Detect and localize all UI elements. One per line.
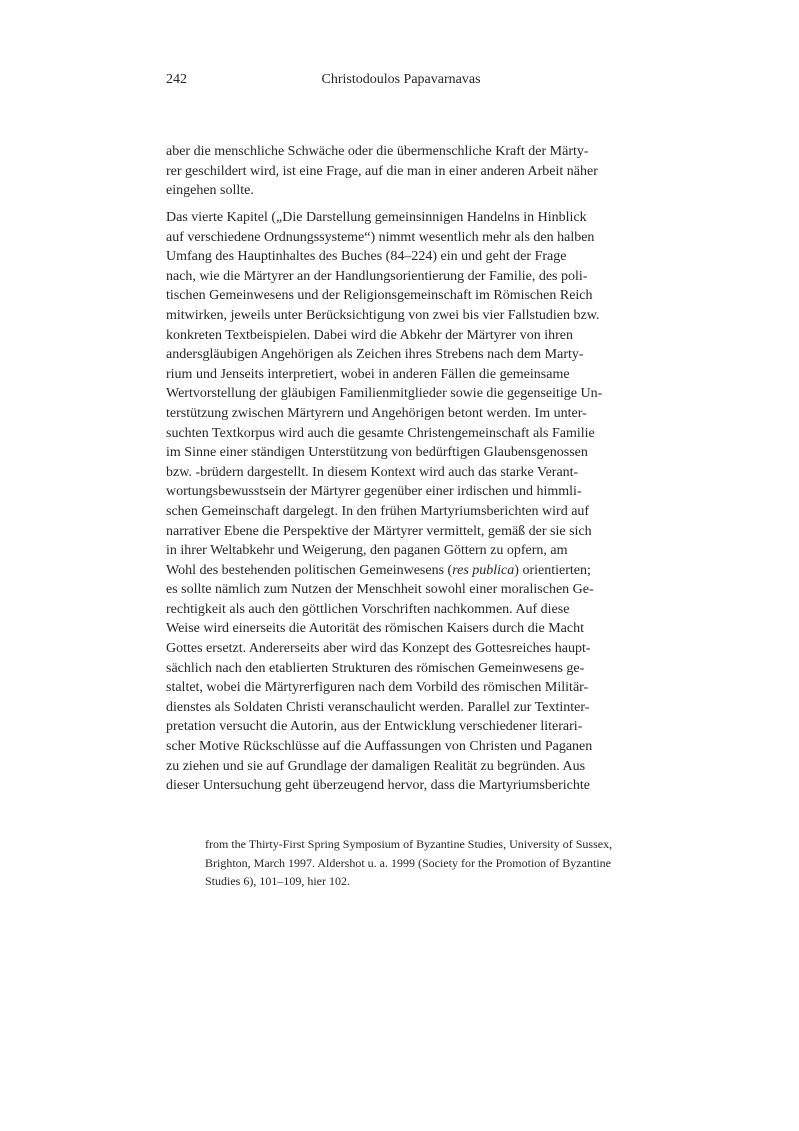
text-line: zu ziehen und sie auf Grundlage der damaligen Realität zu begründen. Aus [166,758,586,774]
text-line: suchten Textkorpus wird auch die gesamte Christengemeinschaft als Familie [166,425,595,441]
page-number: 242 [166,72,187,87]
body-paragraph-1 [166,142,636,201]
text-line: Weise wird einerseits die Autorität des römischen Kaisers durch die Macht [166,621,584,637]
footnote-block [205,835,636,891]
text-line: rer geschildert wird, ist eine Frage, auf die man in einer anderen Arbeit näher [166,163,598,179]
text-line: tischen Gemeinwesens und der Religionsgemeinschaft im Römischen Reich [166,288,593,304]
text-line: narrativer Ebene die Perspektive der Märtyrer vermittelt, gemäß der sie sich [166,523,592,539]
text-line: nach, wie die Märtyrer an der Handlungsorientierung der Familie, des poli- [166,268,588,284]
text-line: eingehen sollte. [166,183,254,199]
text-line: aber die menschliche Schwäche oder die übermenschliche Kraft der Märty- [166,144,589,159]
text-line: Das vierte Kapitel („Die Darstellung gemeinsinnigen Handelns in Hinblick [166,210,587,225]
text-line: Studies 6), 101–109, hier 102. [205,874,350,889]
text-line: Wertvorstellung der gläubigen Familienmitglieder sowie die gegenseitige Un- [166,386,603,402]
page-header [166,70,636,90]
text-line: Gottes ersetzt. Andererseits aber wird das Konzept des Gottesreiches haupt- [166,641,591,657]
text-line: wortungsbewusstsein der Märtyrer gegenüber einer irdischen und himmli- [166,484,582,500]
text-line: konkreten Textbeispielen. Dabei wird die Abkehr der Märtyrer von ihren [166,327,573,343]
text-line: im Sinne einer ständigen Unterstützung von bedürftigen Glaubensgenossen [166,445,588,461]
text-line: Brighton, March 1997. Aldershot u. a. 1999 (Society for the Promotion of Byzantine [205,855,611,870]
text-line: dieser Untersuchung geht überzeugend hervor, dass die Martyriumsberichte [166,778,590,794]
text-line: auf verschiedene Ordnungssysteme“) nimmt wesentlich mehr als den halben [166,229,595,245]
text-line: terstützung zwischen Märtyrern und Angehörigen betont werden. Im unter- [166,405,587,421]
text-line: schen Gemeinschaft dargelegt. In den frühen Martyriumsberichten wird auf [166,503,590,519]
text-line: Umfang des Hauptinhaltes des Buches (84–224) ein und geht der Frage [166,249,567,265]
text-line: pretation versucht die Autorin, aus der Entwicklung verschiedener literari- [166,719,583,735]
text-line: andersgläubigen Angehörigen als Zeichen ihres Strebens nach dem Marty- [166,347,584,363]
text-line: rechtigkeit als auch den göttlichen Vorschriften nachkommen. Auf diese [166,601,570,617]
text-line: rium und Jenseits interpretiert, wobei in anderen Fällen die gemeinsame [166,366,570,382]
text-line: scher Motive Rückschlüsse auf die Auffassungen von Christen und Paganen [166,739,593,755]
text-line: bzw. -brüdern dargestellt. In diesem Kontext wird auch das starke Verant- [166,464,579,480]
body-paragraph-2 [166,208,636,796]
text-line: sächlich nach den etablierten Strukturen des römischen Gemeinwesens ge- [166,660,585,676]
text-line: in ihrer Weltabkehr und Weigerung, den paganen Göttern zu opfern, am [166,543,568,559]
text-line: from the Thirty-First Spring Symposium of Byzantine Studies, University of Sussex, [205,837,613,851]
text-line: Wohl des bestehenden politischen Gemeinwesens (res publica) orientierten; [166,562,591,578]
text-line: staltet, wobei die Märtyrerfiguren nach dem Vorbild des römischen Militär- [166,680,589,696]
text-line: mitwirken, jeweils unter Berücksichtigung von zwei bis vier Fallstudien bzw. [166,307,600,323]
running-head-author: Christodoulos Papavarnavas [321,72,481,87]
text-line: dienstes als Soldaten Christi veranschaulicht werden. Parallel zur Textinter- [166,699,590,715]
text-line: es sollte nämlich zum Nutzen der Menschheit sowohl einer moralischen Ge- [166,582,594,598]
